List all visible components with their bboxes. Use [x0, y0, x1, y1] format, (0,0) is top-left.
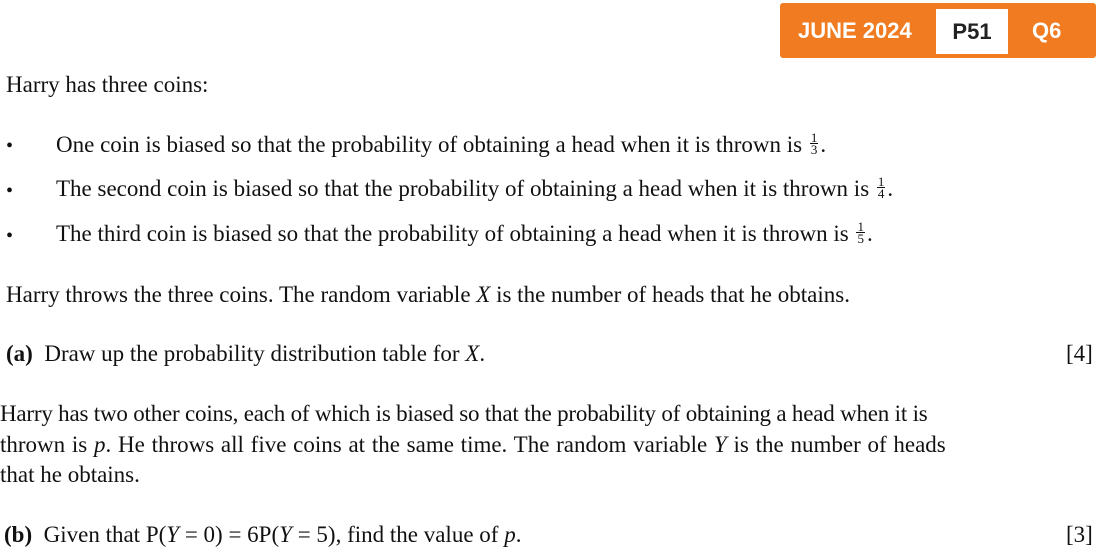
p2-text-b: . He throws all five coins at the same time. The random variable [105, 432, 714, 457]
bullet-1-end: . [820, 132, 827, 157]
fraction-denominator: 4 [877, 186, 885, 202]
paper-code-label: P51 [936, 9, 1008, 54]
part-b-text-a: Given that P( [43, 522, 167, 547]
part-b-marks: [3] [1066, 522, 1093, 547]
bullet-icon: • [6, 180, 14, 202]
fraction-denominator: 3 [810, 142, 818, 158]
p2-text-c: is the number of heads [726, 432, 946, 457]
statement-text-before: Harry throws the three coins. The random variable [6, 282, 477, 307]
bullet-icon: • [6, 225, 14, 247]
part-a-text: Draw up the probability distribution table for [44, 341, 466, 366]
part-a-label: (a) [6, 341, 33, 366]
variable-y: Y [713, 432, 727, 457]
part-b-text-c: = 5), find the value of [291, 522, 505, 547]
variable-p: p [94, 432, 106, 457]
fraction-one-quarter [877, 174, 886, 202]
bullet-item-1 [56, 132, 826, 158]
part-b-question [4, 522, 521, 548]
bullet-3-text: The third coin is biased so that the probability of obtaining a head when it is thrown is [56, 221, 849, 246]
bullet-item-3 [56, 221, 873, 247]
p2-text-a: thrown is [0, 432, 94, 457]
part-a-text-end: . [479, 341, 486, 366]
part-b-label: (b) [4, 522, 33, 547]
paragraph-2-line-2 [0, 432, 946, 458]
fraction-numerator: 1 [810, 130, 818, 146]
fraction-one-fifth [856, 219, 865, 247]
intro-text: Harry has three coins: [6, 72, 209, 97]
fraction-one-third [810, 130, 819, 158]
variable-x: X [476, 282, 491, 307]
part-b-text-d: . [515, 522, 522, 547]
fraction-numerator: 1 [857, 219, 864, 235]
part-a-question [6, 341, 485, 367]
question-number-label: Q6 [1032, 18, 1062, 43]
variable-x: X [465, 341, 480, 366]
bullet-item-2 [56, 176, 893, 202]
bullet-2-text: The second coin is biased so that the probability of obtaining a head when it is thrown is [56, 176, 870, 201]
part-b-text-b: = 0) = 6P( [179, 522, 280, 547]
variable-y: Y [166, 522, 180, 547]
variable-p: p [504, 522, 516, 547]
fraction-denominator: 5 [857, 231, 864, 247]
exam-month-label: JUNE 2024 [798, 18, 912, 43]
problem-statement [6, 282, 850, 308]
question-reference-tag [780, 3, 1096, 58]
statement-text-after: is the number of heads that he obtains. [490, 282, 850, 307]
bullet-1-text: One coin is biased so that the probability of obtaining a head when it is thrown is [56, 132, 803, 157]
part-a-marks: [4] [1066, 341, 1093, 366]
fraction-numerator: 1 [877, 174, 885, 190]
paragraph-2-line-3: that he obtains. [0, 462, 140, 487]
bullet-3-end: . [866, 221, 873, 246]
bullet-2-end: . [887, 176, 894, 201]
bullet-icon: • [6, 135, 14, 157]
paragraph-2-line-1: Harry has two other coins, each of which is biased so that the probability of obtaining a head when it is [0, 401, 928, 426]
variable-y: Y [279, 522, 292, 547]
